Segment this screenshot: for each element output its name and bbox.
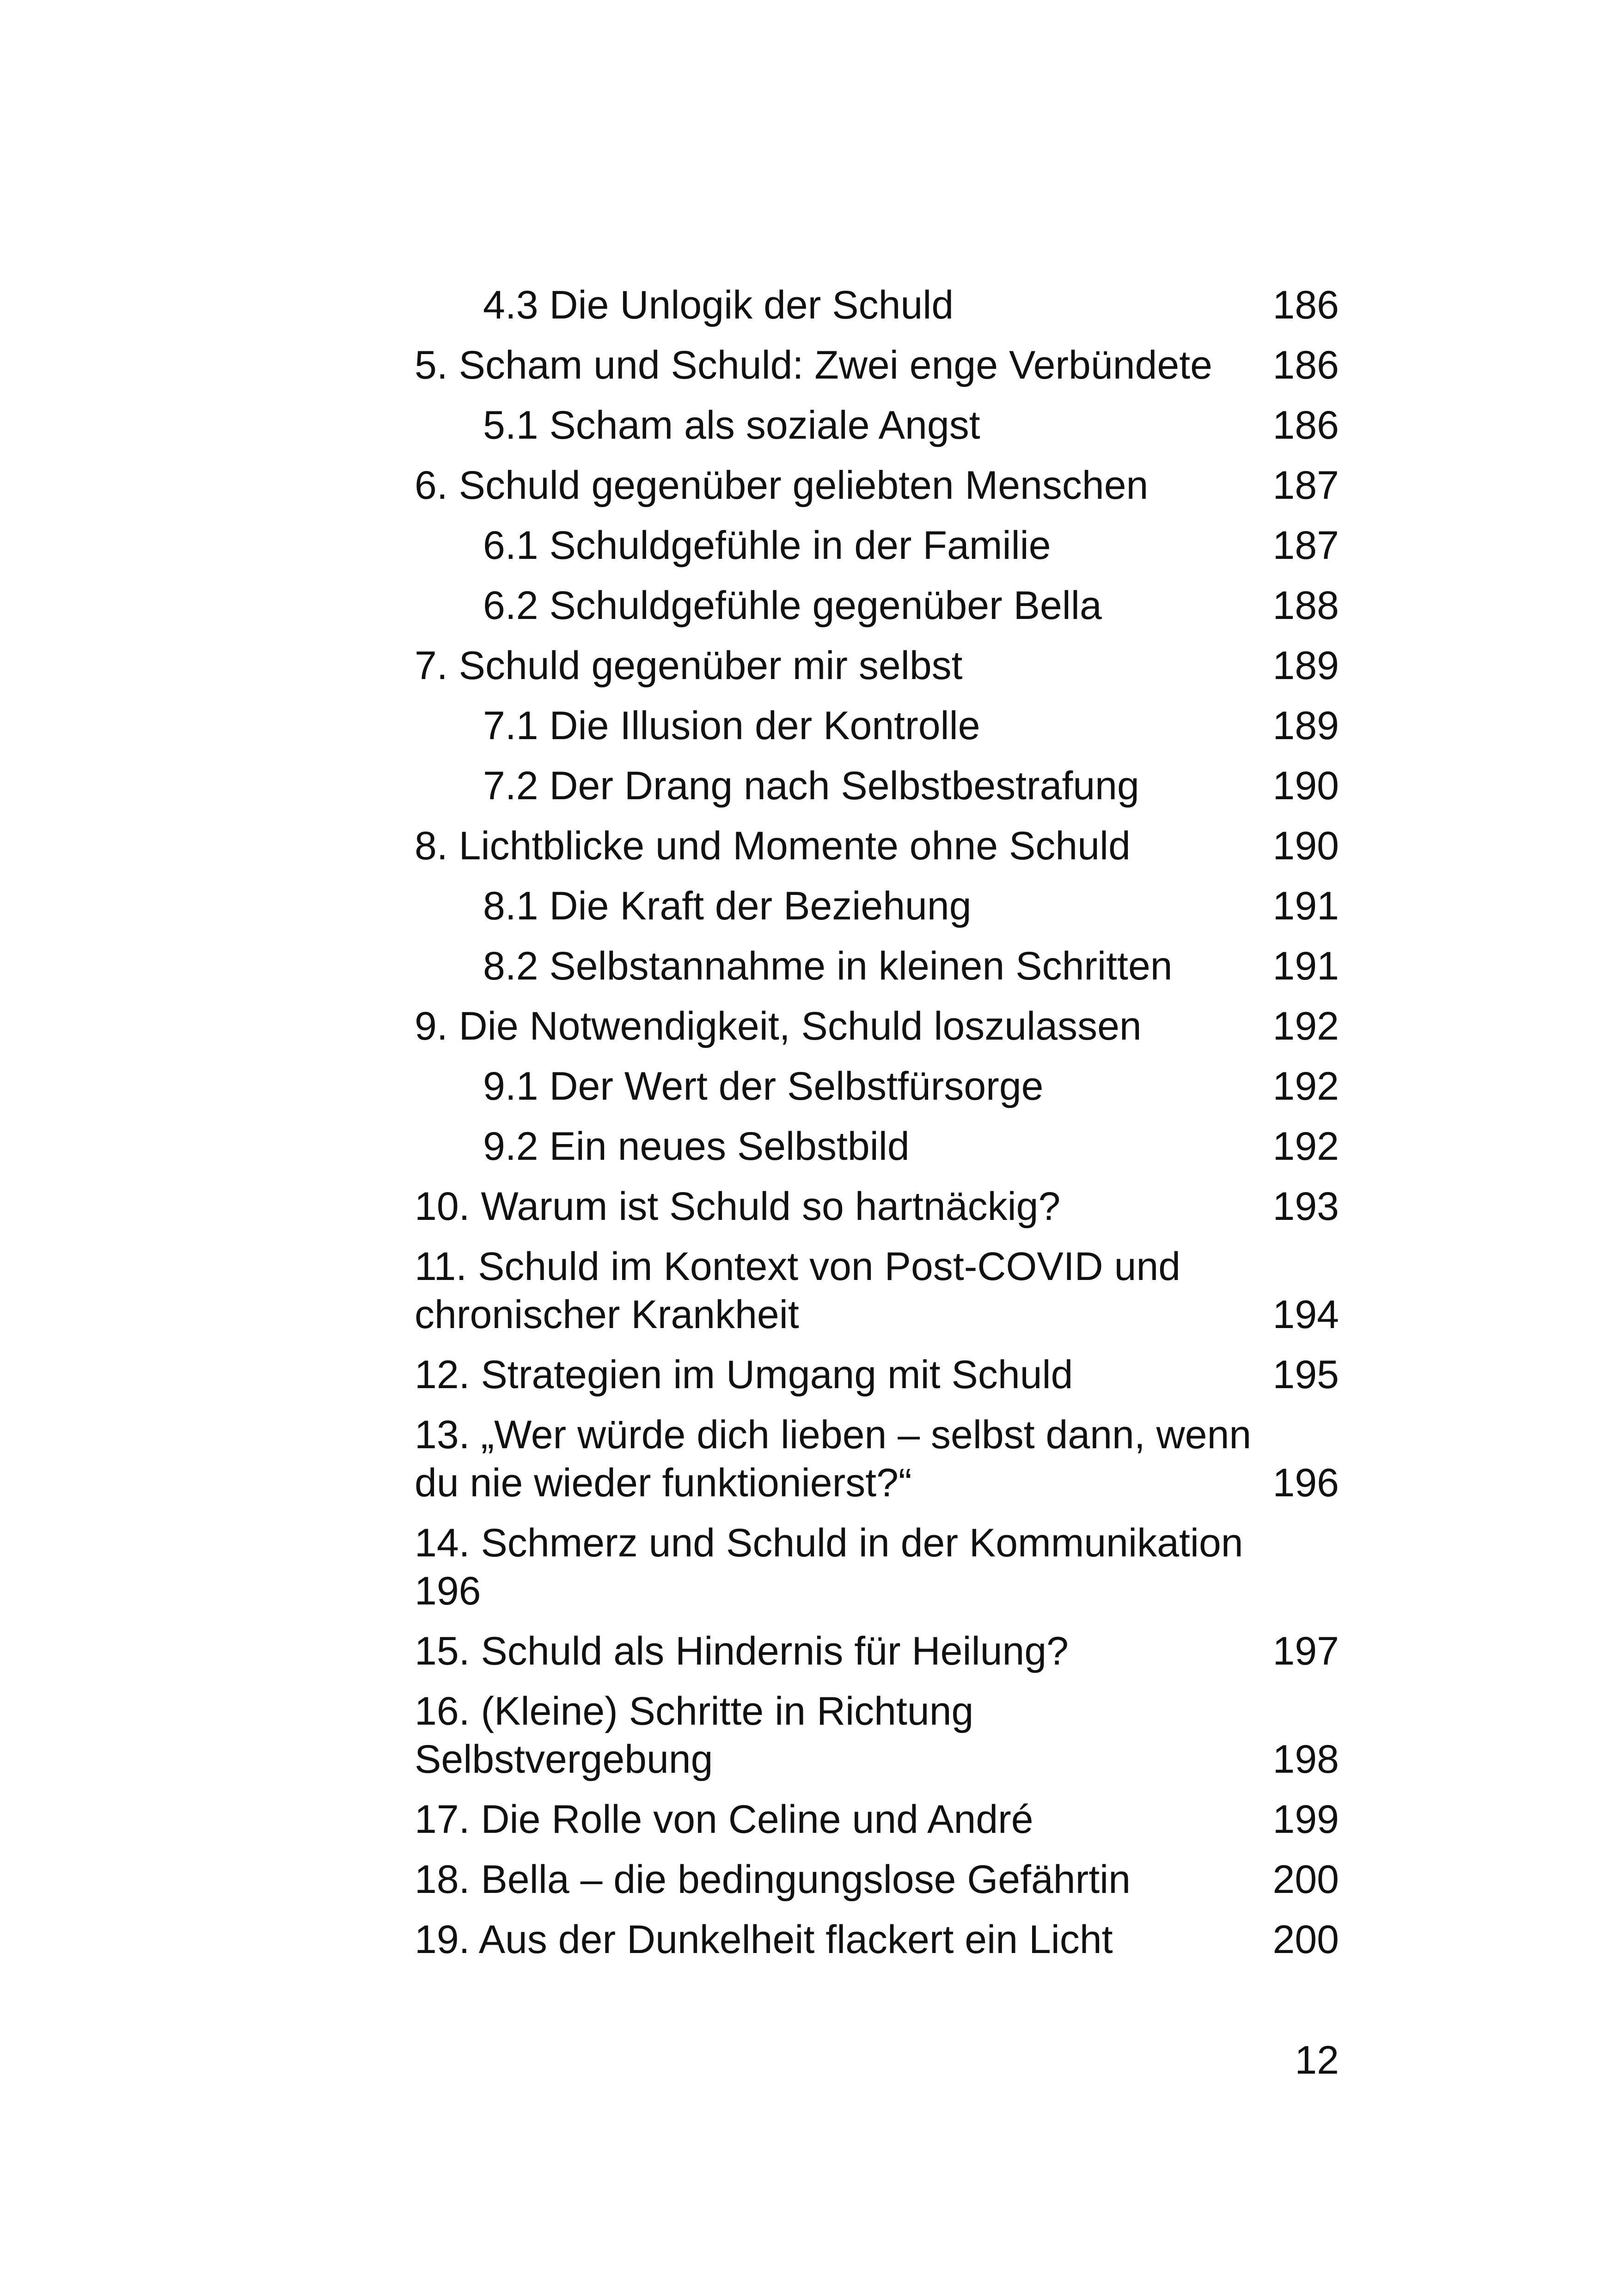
toc-entry-title-line: du nie wieder funktionierst?“ [415, 1461, 912, 1505]
toc-entry-title: 5.1 Scham als soziale Angst [483, 403, 980, 447]
toc-entry [415, 1062, 1339, 1110]
page-number: 12 [1295, 2038, 1339, 2082]
toc-entry-page: 200 [1272, 1917, 1339, 1962]
toc-entry-title: 18. Bella – die bedingungslose Gefährtin [415, 1857, 1131, 1902]
toc-entry [415, 461, 1339, 509]
toc-entry-page: 186 [1272, 343, 1339, 387]
toc-entry-title-line: chronischer Krankheit [415, 1292, 799, 1337]
toc-entry-title: 7.2 Der Drang nach Selbstbestrafung [483, 764, 1139, 808]
toc-entry-page: 200 [1272, 1857, 1339, 1902]
toc-entry-title: 8. Lichtblicke und Momente ohne Schuld [415, 824, 1131, 868]
toc-entry-page: 187 [1272, 463, 1339, 508]
toc-entry-page: 190 [1272, 764, 1339, 808]
toc-entry-page: 198 [1272, 1737, 1339, 1782]
toc-entry-title: 12. Strategien im Umgang mit Schuld [415, 1353, 1073, 1397]
toc-entry-page: 193 [1272, 1184, 1339, 1229]
toc-entry [415, 762, 1339, 810]
toc-entry-title: 4.3 Die Unlogik der Schuld [483, 283, 954, 327]
toc-entry [415, 1002, 1339, 1050]
toc-entry [415, 1122, 1339, 1170]
toc-entry-page: 186 [1272, 283, 1339, 327]
toc-entry-title-line: 11. Schuld im Kontext von Post-COVID und [415, 1244, 1181, 1289]
toc-entry-title: 8.1 Die Kraft der Beziehung [483, 884, 972, 928]
toc-entry-title: 6.1 Schuldgefühle in der Familie [483, 523, 1051, 568]
toc-entry-title: 7.1 Die Illusion der Kontrolle [483, 704, 980, 748]
toc-entry [415, 281, 1339, 329]
toc-entry-title-line: 14. Schmerz und Schuld in der Kommunikation [415, 1521, 1243, 1565]
toc-entry [415, 882, 1339, 930]
toc-entry-page: 195 [1272, 1353, 1339, 1397]
toc-entry-title [415, 1519, 1302, 1567]
toc-entry-page: 186 [1272, 403, 1339, 447]
toc-entry-title: 10. Warum ist Schuld so hartnäckig? [415, 1184, 1061, 1229]
toc-entry-title: 19. Aus der Dunkelheit flackert ein Licht [415, 1917, 1113, 1962]
toc-entry-title [415, 1687, 1302, 1783]
toc-entry [415, 1627, 1339, 1675]
toc-entry-title: 15. Schuld als Hindernis für Heilung? [415, 1629, 1069, 1673]
toc-entry-title: 9. Die Notwendigkeit, Schuld loszulassen [415, 1004, 1142, 1048]
toc-entry [415, 1916, 1339, 1964]
toc-entry-title: 8.2 Selbstannahme in kleinen Schritten [483, 944, 1173, 988]
toc-entry-page: 191 [1272, 884, 1339, 928]
toc-entry [415, 702, 1339, 750]
toc-entry [415, 1687, 1339, 1783]
toc-entry-page: 187 [1272, 523, 1339, 568]
toc-entry [415, 341, 1339, 389]
toc-entry [415, 1351, 1339, 1399]
toc-entry [415, 822, 1339, 870]
toc-entry-title-line: 13. „Wer würde dich lieben – selbst dann, wenn [415, 1413, 1252, 1457]
toc-entry [415, 1411, 1339, 1507]
toc-entry-page: 188 [1272, 583, 1339, 628]
toc-entry [415, 582, 1339, 630]
toc-entry-page: 189 [1272, 704, 1339, 748]
toc-entry [415, 1243, 1339, 1339]
toc-entry-title: 9.2 Ein neues Selbstbild [483, 1124, 910, 1169]
toc-entry-title: 6. Schuld gegenüber geliebten Menschen [415, 463, 1149, 508]
toc-entry-title-line: Selbstvergebung [415, 1737, 713, 1782]
toc-entry-page: 197 [1272, 1629, 1339, 1673]
toc-entry-page: 199 [1272, 1797, 1339, 1842]
toc-entry-page: 192 [1272, 1004, 1339, 1048]
toc-entry [415, 1855, 1339, 1904]
toc-entry-title: 7. Schuld gegenüber mir selbst [415, 643, 963, 688]
toc-entry-title: 17. Die Rolle von Celine und André [415, 1797, 1033, 1842]
toc-entry [415, 401, 1339, 449]
toc-entry [415, 1182, 1339, 1231]
toc-entry-title: 6.2 Schuldgefühle gegenüber Bella [483, 583, 1102, 628]
toc-entry [415, 1795, 1339, 1843]
toc-entry-page: 189 [1272, 643, 1339, 688]
toc-entry-page: 194 [1272, 1292, 1339, 1337]
toc-entry [415, 521, 1339, 569]
toc-entry [415, 1519, 1339, 1615]
toc-entry-page: 196 [1272, 1461, 1339, 1505]
toc-entry-title: 5. Scham und Schuld: Zwei enge Verbündete [415, 343, 1212, 387]
toc-entry-page: 190 [1272, 824, 1339, 868]
toc-entry-title: 9.1 Der Wert der Selbstfürsorge [483, 1064, 1044, 1108]
toc-entry-page: 191 [1272, 944, 1339, 988]
toc-entry-page: 196 [415, 1569, 481, 1613]
toc-entry-page: 192 [1272, 1124, 1339, 1169]
toc-entry-title [415, 1411, 1302, 1507]
toc-entry [415, 942, 1339, 990]
toc-entry-page: 192 [1272, 1064, 1339, 1108]
toc-entry [415, 642, 1339, 690]
table-of-contents [415, 281, 1339, 1976]
toc-entry-title [415, 1243, 1302, 1339]
toc-entry-title-line: 16. (Kleine) Schritte in Richtung [415, 1689, 974, 1733]
